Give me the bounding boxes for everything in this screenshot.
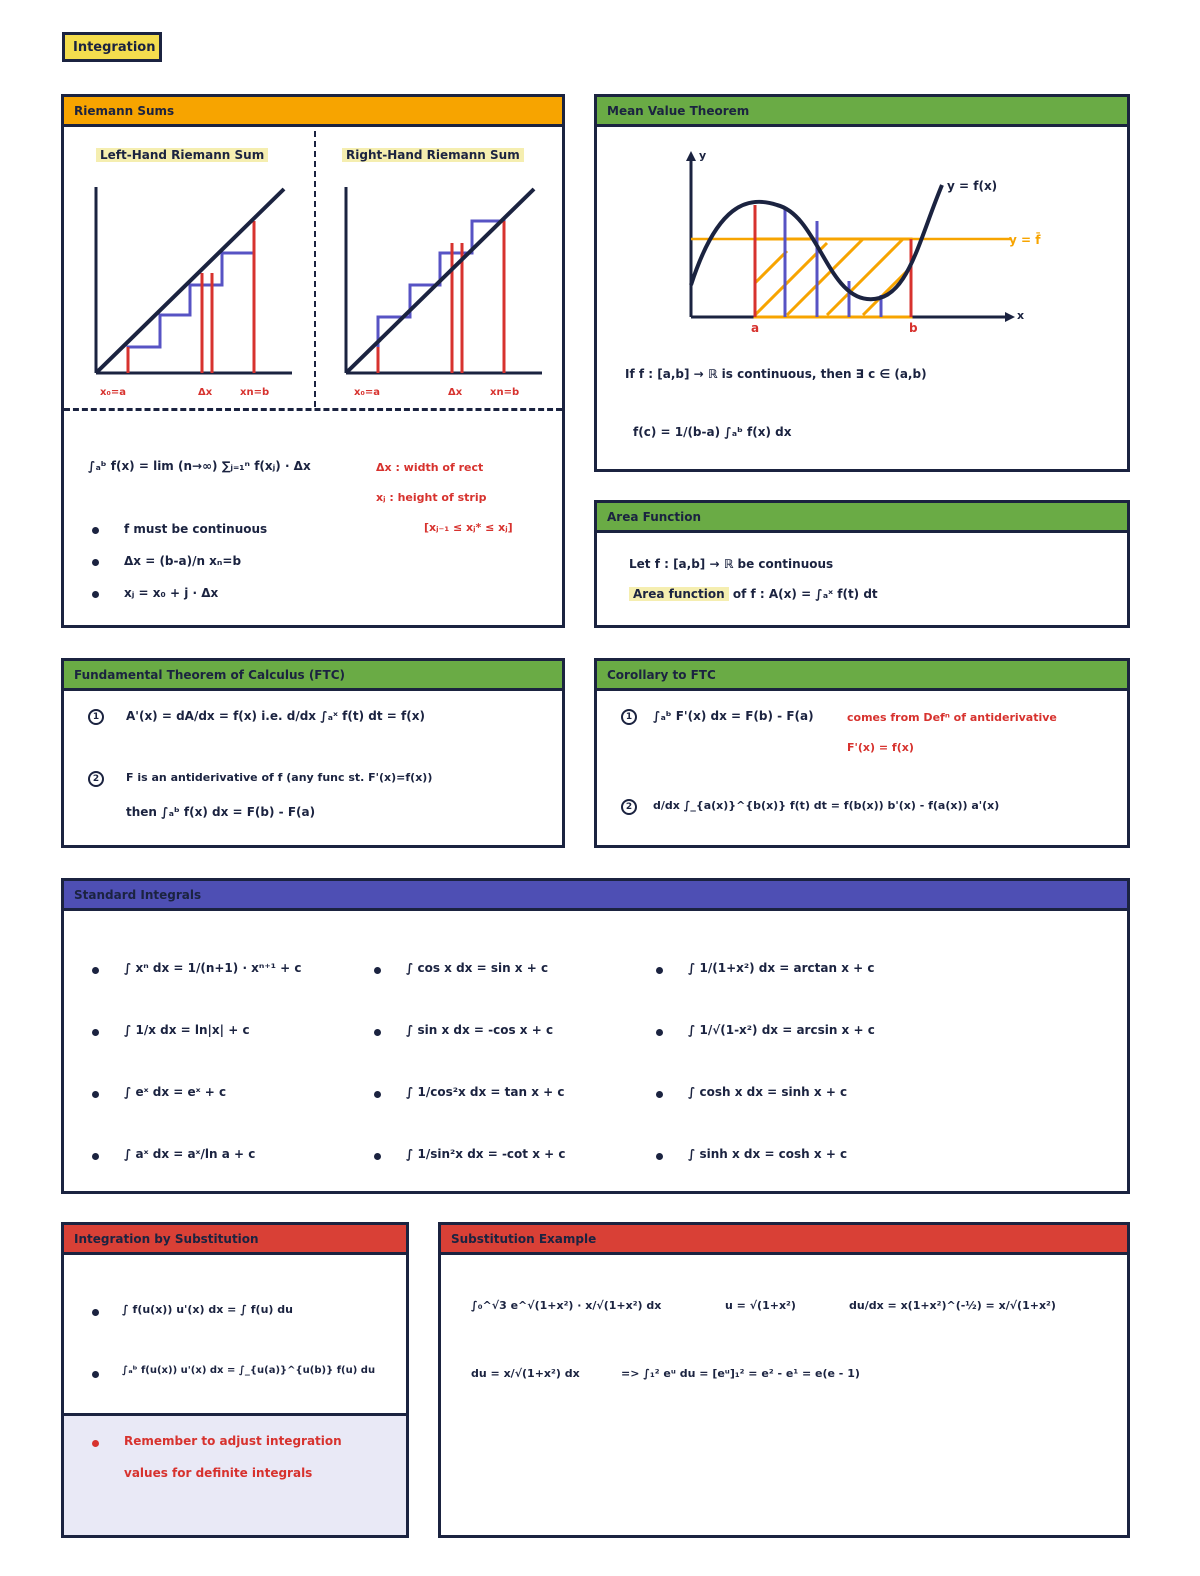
example-integral: ∫₀^√3 e^√(1+x²) · x/√(1+x²) dx	[471, 1299, 662, 1312]
mvt-y-axis-label: y	[699, 149, 707, 162]
bullet	[92, 591, 99, 598]
right-riemann-title: Right-Hand Riemann Sum	[342, 148, 524, 162]
std-col2-row3: ∫ 1/cos²x dx = tan x + c	[406, 1085, 565, 1099]
left-x0-label: x₀=a	[100, 387, 126, 398]
substitution-card	[61, 1222, 409, 1538]
ftc-number-1: 1	[88, 709, 104, 725]
substitution-line2: ∫ₐᵇ f(u(x)) u'(x) dx = ∫_{u(a)}^{u(b)} f(u) du	[122, 1365, 376, 1376]
left-riemann-title: Left-Hand Riemann Sum	[96, 148, 268, 162]
riemann-note-width: Δx : width of rect	[376, 461, 484, 474]
mvt-a-label: a	[751, 321, 760, 335]
example-du-dx: du/dx = x(1+x²)^(-½) = x/√(1+x²)	[849, 1299, 1056, 1312]
bullet	[92, 559, 99, 566]
area-function-highlight: Area function	[629, 587, 729, 601]
mvt-x-axis-label: x	[1017, 309, 1025, 322]
bullet	[92, 1440, 99, 1447]
example-result: => ∫₁² eᵘ du = [eᵘ]₁² = e² - e¹ = e(e - 1)	[621, 1367, 860, 1380]
bullet	[374, 1153, 381, 1160]
ftc-part2-a: F is an antiderivative of f (any func st. F'(x)=f(x))	[126, 771, 433, 784]
mvt-statement: If f : [a,b] → ℝ is continuous, then ∃ c ∈ (a,b)	[625, 367, 927, 381]
riemann-note-height: xⱼ : height of strip	[376, 491, 487, 504]
left-riemann-graph	[84, 177, 294, 377]
right-riemann-graph	[334, 177, 544, 377]
right-x0-label: x₀=a	[354, 387, 380, 398]
substitution-line1: ∫ f(u(x)) u'(x) dx = ∫ f(u) du	[122, 1303, 293, 1316]
bullet	[656, 1091, 663, 1098]
std-col1-row3: ∫ eˣ dx = eˣ + c	[124, 1085, 227, 1099]
standard-integrals-card	[61, 878, 1130, 1194]
substitution-reminder-line2: values for definite integrals	[124, 1466, 313, 1480]
bullet	[92, 1153, 99, 1160]
riemann-bullet-continuous: f must be continuous	[124, 522, 268, 536]
substitution-header: Integration by Substitution	[64, 1225, 406, 1255]
area-function-header: Area Function	[597, 503, 1127, 533]
ftc-number-2: 2	[88, 771, 104, 787]
std-col3-row3: ∫ cosh x dx = sinh x + c	[688, 1085, 848, 1099]
ftc-card	[61, 658, 565, 848]
corollary-header: Corollary to FTC	[597, 661, 1127, 691]
corollary-part1: ∫ₐᵇ F'(x) dx = F(b) - F(a)	[653, 709, 814, 723]
example-du: du = x/√(1+x²) dx	[471, 1367, 580, 1380]
riemann-bullet-dx: Δx = (b-a)/n xₙ=b	[124, 554, 242, 568]
bullet	[656, 967, 663, 974]
bullet	[92, 1029, 99, 1036]
corollary-card	[594, 658, 1130, 848]
ftc-header: Fundamental Theorem of Calculus (FTC)	[64, 661, 562, 691]
mvt-fbar-label: y = f̄	[1009, 233, 1041, 247]
std-col2-row2: ∫ sin x dx = -cos x + c	[406, 1023, 554, 1037]
mvt-graph	[667, 145, 1107, 345]
bullet	[374, 1091, 381, 1098]
mvt-curve-label: y = f(x)	[947, 179, 998, 193]
std-col3-row4: ∫ sinh x dx = cosh x + c	[688, 1147, 848, 1161]
left-xn-label: xn=b	[240, 387, 270, 398]
mean-value-theorem-card	[594, 94, 1130, 472]
horizontal-divider	[64, 408, 562, 411]
substitution-reminder-line1: Remember to adjust integration	[124, 1434, 342, 1448]
std-col3-row1: ∫ 1/(1+x²) dx = arctan x + c	[688, 961, 875, 975]
corollary-note1: comes from Defⁿ of antiderivative	[847, 711, 1057, 724]
bullet	[92, 967, 99, 974]
ftc-part1: A'(x) = dA/dx = f(x) i.e. d/dx ∫ₐˣ f(t) dt = f(x)	[126, 709, 425, 723]
bullet	[374, 1029, 381, 1036]
bullet	[656, 1153, 663, 1160]
left-dx-label: Δx	[198, 387, 213, 398]
area-function-line2: Area function of f : A(x) = ∫ₐˣ f(t) dt	[629, 587, 878, 601]
area-function-card	[594, 500, 1130, 628]
right-xn-label: xn=b	[490, 387, 520, 398]
std-col1-row4: ∫ aˣ dx = aˣ/ln a + c	[124, 1147, 256, 1161]
right-dx-label: Δx	[448, 387, 463, 398]
riemann-formula: ∫ₐᵇ f(x) = lim (n→∞) ∑ⱼ₌₁ⁿ f(xⱼ) · Δx	[88, 459, 311, 473]
mvt-formula: f(c) = 1/(b-a) ∫ₐᵇ f(x) dx	[633, 425, 792, 439]
riemann-sums-header: Riemann Sums	[64, 97, 562, 127]
riemann-note-range: [xⱼ₋₁ ≤ xⱼ* ≤ xⱼ]	[424, 521, 513, 534]
std-col1-row2: ∫ 1/x dx = ln|x| + c	[124, 1023, 250, 1037]
area-function-line1: Let f : [a,b] → ℝ be continuous	[629, 557, 834, 571]
ftc-part2-b: then ∫ₐᵇ f(x) dx = F(b) - F(a)	[126, 805, 316, 819]
substitution-example-header: Substitution Example	[441, 1225, 1127, 1255]
bullet	[92, 1309, 99, 1316]
vertical-divider	[314, 131, 316, 407]
mvt-header: Mean Value Theorem	[597, 97, 1127, 127]
mvt-b-label: b	[909, 321, 918, 335]
example-u-def: u = √(1+x²)	[725, 1299, 796, 1312]
bullet	[656, 1029, 663, 1036]
substitution-reminder	[64, 1413, 406, 1535]
riemann-bullet-xj: xⱼ = x₀ + j · Δx	[124, 586, 219, 600]
corollary-note2: F'(x) = f(x)	[847, 741, 914, 754]
page-title: Integration	[62, 32, 162, 62]
std-col2-row1: ∫ cos x dx = sin x + c	[406, 961, 549, 975]
bullet	[92, 527, 99, 534]
bullet	[374, 967, 381, 974]
substitution-example-card	[438, 1222, 1130, 1538]
bullet	[92, 1371, 99, 1378]
standard-integrals-header: Standard Integrals	[64, 881, 1127, 911]
riemann-sums-card	[61, 94, 565, 628]
std-col3-row2: ∫ 1/√(1-x²) dx = arcsin x + c	[688, 1023, 875, 1037]
corollary-part2: d/dx ∫_{a(x)}^{b(x)} f(t) dt = f(b(x)) b'(x) - f(a(x)) a'(x)	[653, 799, 1000, 812]
bullet	[92, 1091, 99, 1098]
corollary-number-2: 2	[621, 799, 637, 815]
corollary-number-1: 1	[621, 709, 637, 725]
std-col1-row1: ∫ xⁿ dx = 1/(n+1) · xⁿ⁺¹ + c	[124, 961, 302, 975]
std-col2-row4: ∫ 1/sin²x dx = -cot x + c	[406, 1147, 566, 1161]
